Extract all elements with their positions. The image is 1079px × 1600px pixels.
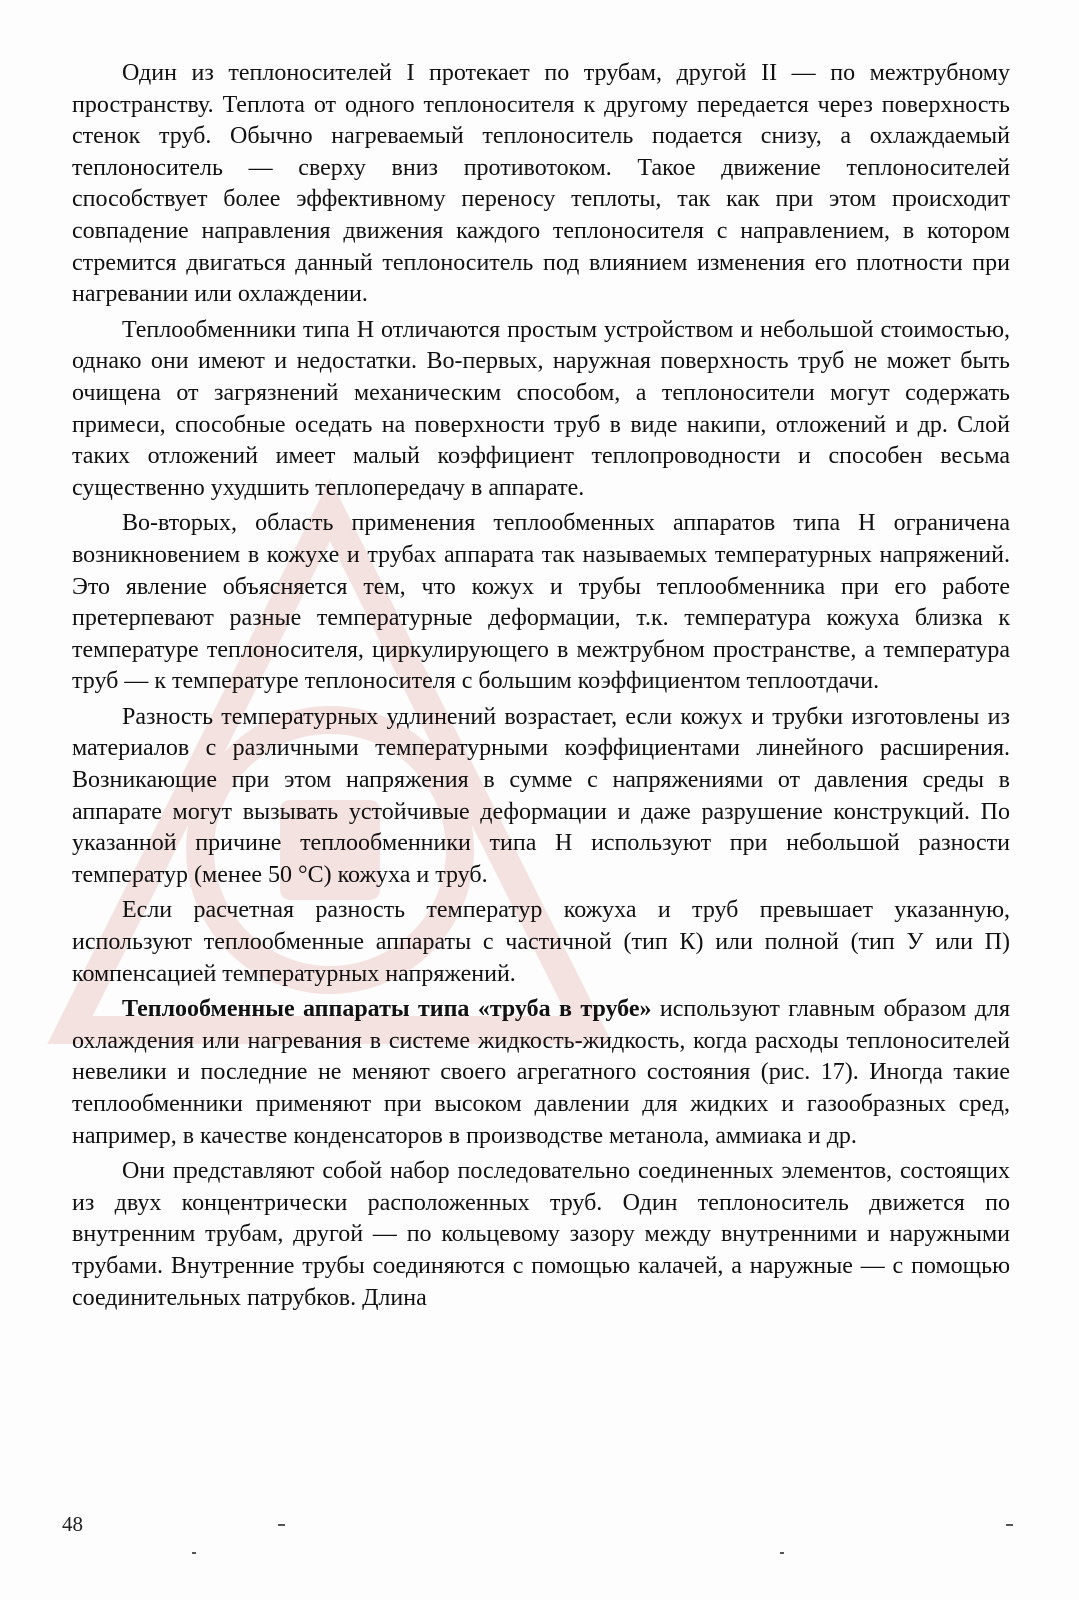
scan-artifact [192,1552,196,1554]
paragraph-3 [72,508,1010,698]
scan-artifact [1006,1524,1013,1526]
scan-artifact [278,1524,285,1526]
paragraph-6-bold-term: Теплообменные аппараты типа «труба в трубе» [122,996,652,1023]
paragraph-5-text: Если расчетная разность температур кожуха и труб превышает указанную, используют теплообменные аппараты с частичной (тип К) или полной (тип У или П) компенсацией температурных напряжений. [72,897,1010,987]
paragraph-4 [72,702,1010,892]
document-text [72,58,1010,1318]
paragraph-7-text: Они представляют собой набор последовательно соединенных элементов, состоящих из двух концентрически расположенных труб. Один теплоноситель движется по внутренним трубам, другой — по кольцевому зазору между внутренними и наружными трубами. Внутренние трубы соединяются с помощью калачей, а наружные — с помощью соединительных патрубков. Длина [72,1158,1010,1311]
paragraph-2-text: Теплообменники типа Н отличаются простым устройством и небольшой стоимостью, однако они имеют и недостатки. Во-первых, наружная поверхность труб не может быть очищена от загрязнений механическим способом, а теплоносители могут содержать примеси, способные оседать на поверхности труб в виде накипи, отложений и др. Слой таких отложений имеет малый коэффициент теплопроводности и способен весьма существенно ухудшить теплопередачу в аппарате. [72,316,1010,501]
scan-artifact [780,1552,784,1554]
paragraph-1 [72,58,1010,311]
paragraph-7 [72,1156,1010,1314]
paragraph-6-text: используют главным образом для охлаждения или нагревания в системе жидкость-жидкость, когда расходы теплоносителей невелики и последние не меняют своего агрегатного состояния (рис. 17). Иногда такие теплообменники применяют при высоком давлении для жидких и газообразных сред, например, в качестве конденсаторов в производстве метанола, аммиака и др. [72,996,1010,1149]
paragraph-2 [72,315,1010,505]
paragraph-4-text: Разность температурных удлинений возрастает, если кожух и трубки изготовлены из материалов с различными температурными коэффициентами линейного расширения. Возникающие при этом напряжения в сумме с напряжениями от давления среды в аппарате могут вызывать устойчивые деформации и даже разрушение конструкций. По указанной причине теплообменники типа Н используют при небольшой разности температур (менее 50 °С) кожуха и труб. [72,703,1010,888]
paragraph-5 [72,895,1010,990]
page-number: 48 [62,1512,83,1536]
paragraph-1-text: Один из теплоносителей I протекает по трубам, другой II — по межтрубному пространству. Теплота от одного теплоносителя к другому передается через поверхность стенок труб. Обычно нагреваемый теплоноситель подается снизу, а охлаждаемый теплоноситель — сверху вниз противотоком. Такое движение теплоносителей способствует более эффективному переносу теплоты, так как при этом происходит совпадение направления движения каждого теплоносителя с направлением, в котором стремится двигаться данный теплоноситель под влиянием изменения его плотности при нагревании или охлаждении. [72,60,1010,308]
paragraph-6 [72,994,1010,1152]
paragraph-3-text: Во-вторых, область применения теплообменных аппаратов типа Н ограничена возникновением в кожухе и трубах аппарата так называемых температурных напряжений. Это явление объясняется тем, что кожух и трубы теплообменника при его работе претерпевают разные температурные деформации, т.к. температура кожуха близка к температуре теплоносителя, циркулирующего в межтрубном пространстве, а температура труб — к температуре теплоносителя с большим коэффициентом теплоотдачи. [72,510,1010,695]
